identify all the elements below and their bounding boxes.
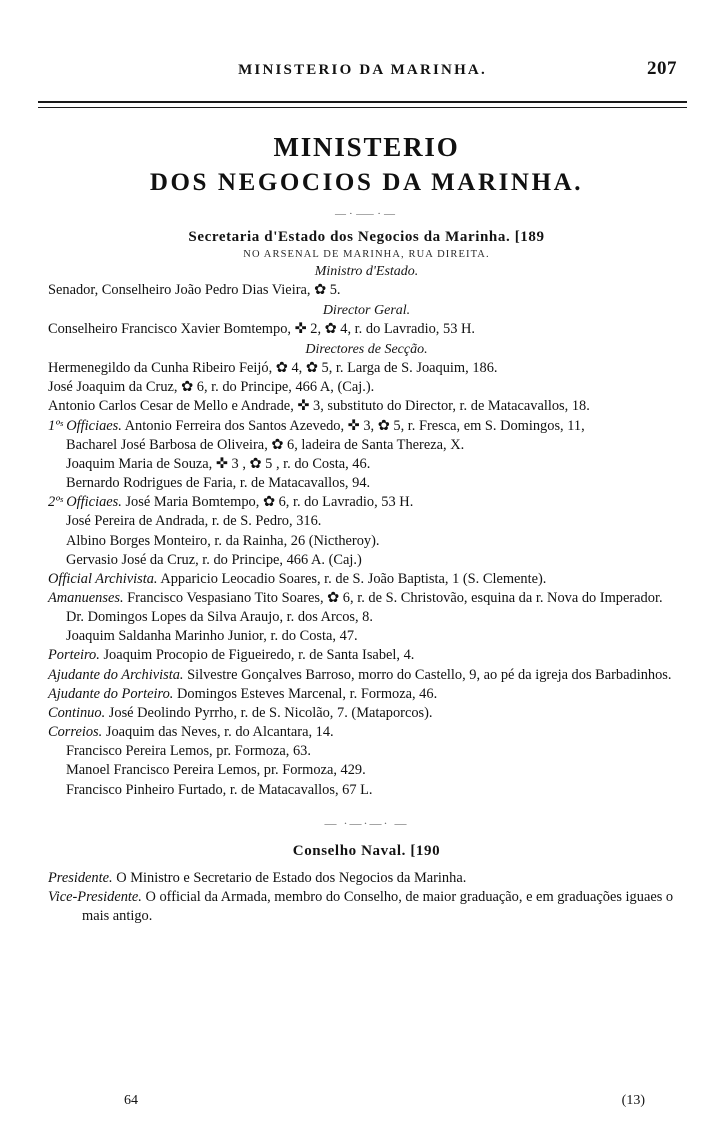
role-text-5: José Deolindo Pyrrho, r. de S. Nicolão, 7. (Mataporcos). bbox=[108, 704, 433, 721]
title-ornament: —·⸺·— bbox=[335, 207, 398, 220]
role-text-4: Domingos Esteves Marcenal, r. Formoza, 46. bbox=[176, 685, 438, 702]
section-subheading-address: NO ARSENAL DE MARINHA, RUA DIREITA. bbox=[243, 248, 490, 260]
role-ajudante-porteiro bbox=[48, 685, 685, 704]
section-heading-conselho-naval bbox=[48, 843, 685, 860]
role-text-2: Joaquim Procopio de Figueiredo, r. de Santa Isabel, 4. bbox=[103, 647, 415, 664]
entry-director-geral: Conselheiro Francisco Xavier Bomtempo, ✜ 2, ✿ 4, r. do Lavradio, 53 H. bbox=[48, 320, 475, 337]
role-text-6: Joaquim das Neves, r. do Alcantara, 14. bbox=[105, 724, 334, 741]
role-porteiro bbox=[48, 646, 685, 665]
signature-mark: 64 bbox=[124, 1093, 138, 1108]
group-label-ministro: Ministro d'Estado. bbox=[314, 263, 419, 279]
running-head-title: MINISTERIO DA MARINHA. bbox=[238, 62, 487, 78]
group-label-directores-seccao: Directores de Secção. bbox=[305, 342, 428, 358]
entry-director-seccao-2: José Joaquim da Cruz, ✿ 6, r. do Principe, 466 A, (Caj.). bbox=[48, 379, 375, 396]
role-label-4: Ajudante do Porteiro. bbox=[48, 685, 174, 702]
class-label-text-2: 2ºˢ Officiaes. bbox=[48, 494, 122, 511]
role-label-vice-presidente: Vice-Presidente. bbox=[48, 888, 142, 905]
class-first-entry-1: Antonio Ferreira dos Santos Azevedo, ✜ 3, ✿ 5, r. Fresca, em S. Domingos, 11, bbox=[124, 417, 585, 434]
role-label-2: Porteiro. bbox=[48, 647, 100, 664]
page-title-line2: DOS NEGOCIOS DA MARINHA. bbox=[149, 169, 584, 197]
running-head bbox=[0, 62, 725, 79]
entry-officiais-1-a: Bacharel José Barbosa de Oliveira, ✿ 6, ladeira de Santa Thereza, X. bbox=[66, 436, 465, 453]
section-heading-text-2: Conselho Naval. bbox=[292, 842, 406, 859]
entry-officiais-2-c: Gervasio José da Cruz, r. do Principe, 466 A. (Caj.) bbox=[66, 551, 362, 568]
header-rule bbox=[38, 101, 687, 108]
role-text-presidente: O Ministro e Secretario de Estado dos Negocios da Marinha. bbox=[116, 869, 467, 886]
role-correios bbox=[48, 723, 685, 742]
role-presidente bbox=[48, 869, 685, 888]
section-heading-secretaria bbox=[48, 229, 685, 246]
section-divider-ornament: — ·—·—· — bbox=[324, 815, 409, 830]
entry-officiais-2-a: José Pereira de Andrada, r. de S. Pedro, 316. bbox=[66, 513, 322, 530]
section-margin-reference: [189 bbox=[514, 228, 545, 245]
role-ajudante-archivista bbox=[48, 666, 685, 685]
role-text-3: Silvestre Gonçalves Barroso, morro do Castello, 9, ao pé da igreja dos Barbadinhos. bbox=[187, 666, 672, 683]
role-text-vice-presidente: O official da Armada, membro do Conselho, de maior graduação, e em graduações iguaes o mais antigo. bbox=[82, 888, 674, 925]
role-label-1: Amanuenses. bbox=[48, 589, 124, 606]
role-vice-presidente bbox=[48, 888, 685, 926]
page-number: 207 bbox=[647, 58, 677, 79]
entry-director-seccao-1: Hermenegildo da Cunha Ribeiro Feijó, ✿ 4, ✿ 5, r. Larga de S. Joaquim, 186. bbox=[48, 360, 498, 377]
section-heading-text: Secretaria d'Estado dos Negocios da Marinha. bbox=[188, 228, 511, 245]
page-footer bbox=[48, 1093, 685, 1109]
entry-amanuense-b: Joaquim Saldanha Marinho Junior, r. do Costa, 47. bbox=[66, 628, 358, 645]
role-label-6: Correios. bbox=[48, 724, 103, 741]
page-content bbox=[48, 118, 685, 926]
entry-ministro: Senador, Conselheiro João Pedro Dias Vieira, ✿ 5. bbox=[48, 281, 341, 298]
group-label-director-geral: Director Geral. bbox=[322, 302, 411, 318]
class-first-entry-2: José Maria Bomtempo, ✿ 6, r. do Lavradio, 53 H. bbox=[125, 494, 414, 511]
role-label-3: Ajudante do Archivista. bbox=[48, 666, 184, 683]
entry-officiais-1-c: Bernardo Rodrigues de Faria, r. de Matacavallos, 94. bbox=[66, 475, 371, 492]
page-title-line1: MINISTERIO bbox=[273, 132, 460, 162]
entry-amanuense-a: Dr. Domingos Lopes da Silva Araujo, r. dos Arcos, 8. bbox=[66, 609, 373, 626]
role-label-5: Continuo. bbox=[48, 704, 106, 721]
class-label-segundos-officiaes bbox=[48, 493, 685, 512]
role-continuo bbox=[48, 704, 685, 723]
entry-officiais-1-b: Joaquim Maria de Souza, ✜ 3 , ✿ 5 , r. do Costa, 46. bbox=[66, 455, 371, 472]
entry-correio-a: Francisco Pereira Lemos, pr. Formoza, 63. bbox=[66, 743, 311, 760]
role-amanuenses bbox=[48, 589, 685, 608]
role-text-1: Francisco Vespasiano Tito Soares, ✿ 6, r. de S. Christovão, esquina da r. Nova do Imperador. bbox=[127, 589, 663, 606]
entry-director-seccao-3: Antonio Carlos Cesar de Mello e Andrade, ✜ 3, substituto do Director, r. de Matacavallos, 18. bbox=[48, 398, 590, 415]
section-margin-reference-2: [190 bbox=[410, 842, 441, 859]
role-text-0: Apparicio Leocadio Soares, r. de S. João Baptista, 1 (S. Clemente). bbox=[160, 570, 547, 587]
role-official-archivista bbox=[48, 570, 685, 589]
role-label-0: Official Archivista. bbox=[48, 570, 158, 587]
class-label-text-1: 1ºˢ Officiaes. bbox=[48, 417, 122, 434]
spacer bbox=[48, 862, 685, 869]
role-label-presidente: Presidente. bbox=[48, 869, 113, 886]
entry-correio-b: Manoel Francisco Pereira Lemos, pr. Formoza, 429. bbox=[66, 762, 366, 779]
page-title bbox=[48, 132, 685, 198]
class-label-primeiros-officiaes bbox=[48, 417, 685, 436]
entry-correio-c: Francisco Pinheiro Furtado, r. de Matacavallos, 67 L. bbox=[66, 781, 373, 798]
entry-officiais-2-b: Albino Borges Monteiro, r. da Rainha, 26 (Nictheroy). bbox=[66, 532, 380, 549]
sheet-number: (13) bbox=[621, 1093, 645, 1108]
